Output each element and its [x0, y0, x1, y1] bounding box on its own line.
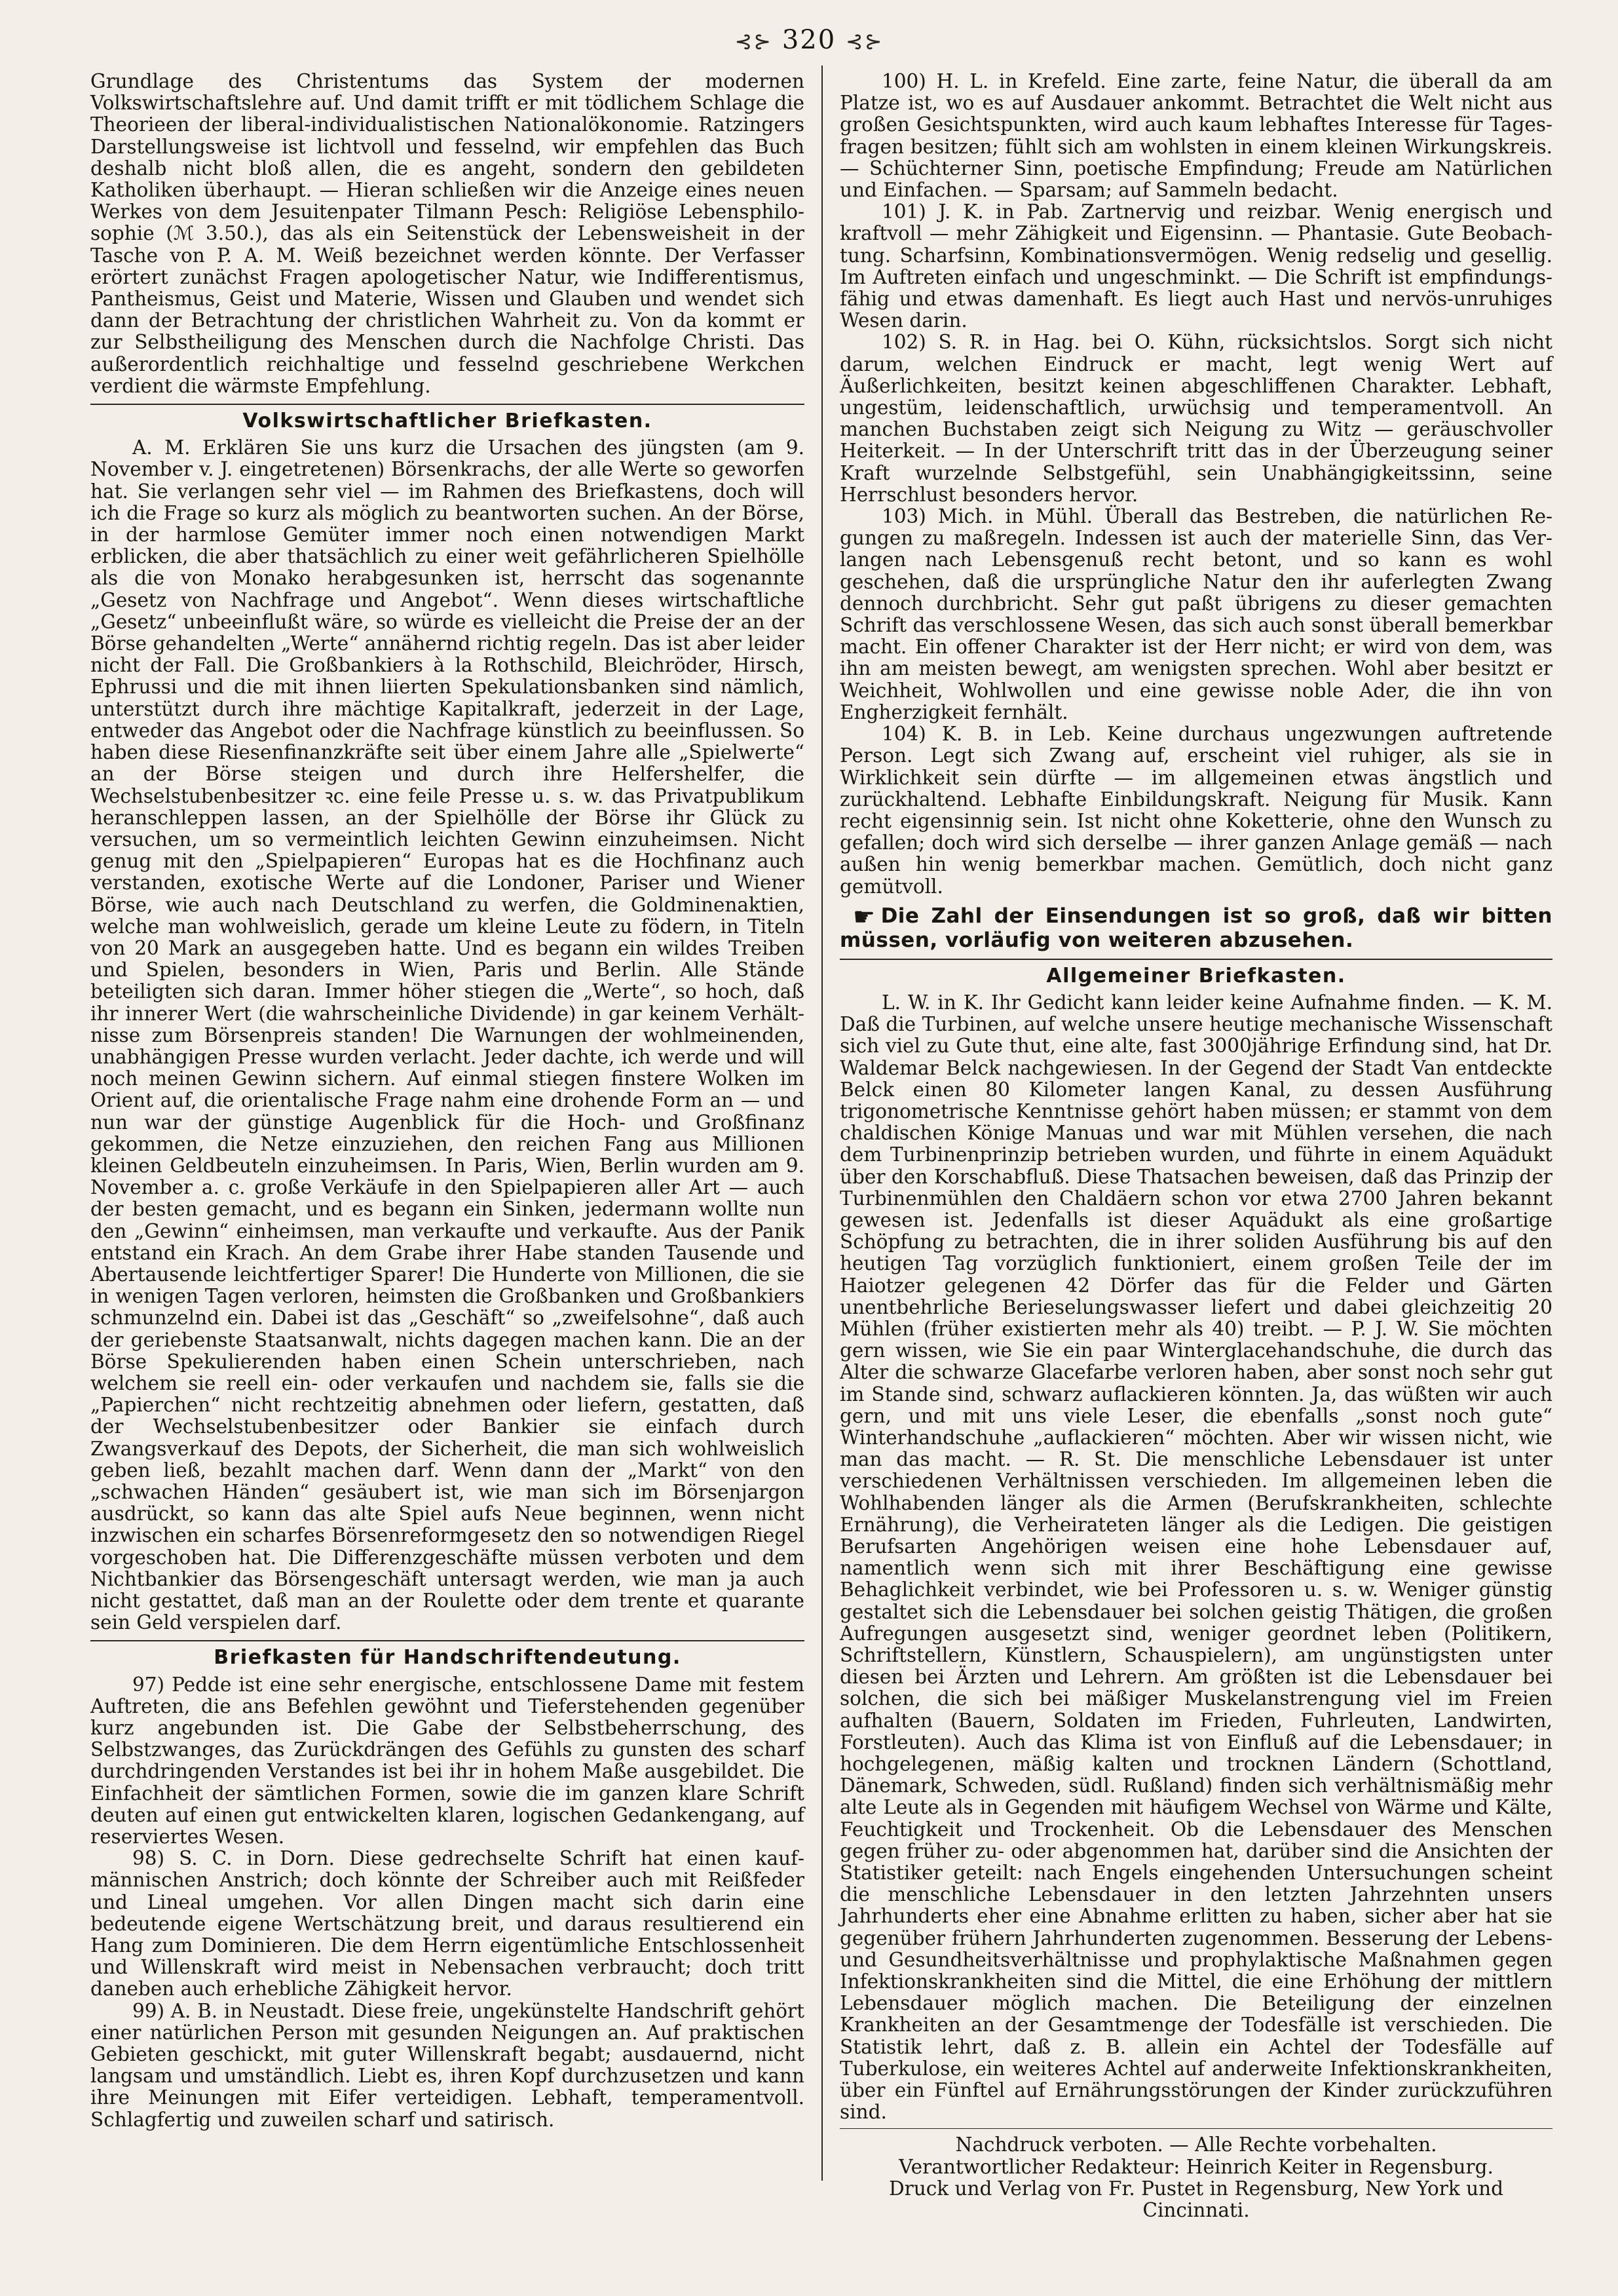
- right-column: [840, 71, 1552, 2221]
- footer-rule: [840, 2128, 1552, 2129]
- handwriting-entry: 102) S. R. in Hag. bei O. Kühn, rücksichtslos. Sorgt sich nicht darum, welchen Eindruck er macht, legt wenig Wert auf Äußerlichkeiten, besitzt keinen abgeschliffenen Charakter. Lebhaft, ungestüm, leidenschaftlich, urwüchsig und temperamentvoll. An manchen Buchstaben zeigt sich Neigung zu Witz — geräuschvoller Heiterkeit. — In der Unterschrift tritt das in der Überzeugung seiner Kraft wurzelnde Selbstgefühl, sein Unabhängigkeitssinn, seine Herrschlust besonders hervor.: [840, 331, 1552, 506]
- section-title-volkswirtschaft: Volkswirtschaftlicher Briefkasten.: [242, 410, 652, 433]
- intro-paragraph: Grundlage des Christentums das System der modernen Volkswirtschaftslehre auf. Und damit trifft er mit tödlichem Schlage die Theorieen der liberal-individualistischen Nationalökonomie. Ratzingers Darstellungsweise ist lichtvoll und fesselnd, wir empfehlen das Buch deshalb nicht bloß allen, die es angeht, sondern den gebildeten Katholiken überhaupt. — Hieran schließen wir die Anzeige eines neuen Werkes von dem Jesuitenpater Tilmann Pesch: Religiöse Lebensphilosophie (ℳ 3.50.), das als ein Seitenstück der Lebensweisheit in der Tasche von P. A. M. Weiß bezeichnet werden könnte. Der Verfasser erörtert zunächst Fragen apologetischer Natur, wie Indifferentismus, Pantheismus, Geist und Materie, Wissen und Glauben und wendet sich dann der Betrachtung der christlichen Wahrheit zu. Von da kommt er zur Selbstheiligung des Menschen durch die Nachfolge Christi. Das außerordentlich reichhaltige und fesselnd geschriebene Werkchen verdient die wärmste Empfehlung.: [90, 70, 804, 397]
- section-body-volkswirtschaft: A. M. Erklären Sie uns kurz die Ursachen des jüngsten (am 9. November v. J. eingetretenen) Börsenkrachs, der alle Werte so geworfen hat. Sie verlangen sehr viel — im Rahmen des Briefkastens, doch will ich die Frage so kurz als möglich zu beantworten suchen. An der Börse, in der harmlose Gemüter immer noch einen notwendigen Markt erblicken, die aber thatsächlich zu einer weit gefährlicheren Spielhölle als die von Monako herabgesunken ist, herrscht das sogenannte „Gesetz von Nachfrage und Angebot“. Wenn dieses wirtschaftliche „Gesetz“ unbeeinflußt wäre, so würde es vielleicht die Preise der an der Börse gehandelten „Werte“ annähernd richtig regeln. Das ist aber leider nicht der Fall. Die Großbankiers à la Rothschild, Bleichröder, Hirsch, Ephrussi und die mit ihnen liierten Spekulationsbanken sind nämlich, unterstützt durch ihre mächtige Kapitalkraft, jederzeit in der Lage, entweder das Angebot oder die Nachfrage künstlich zu beeinflussen. So haben diese Riesenfinanzkräfte seit über einem Jahre alle „Spielwerte“ an der Börse steigen und durch ihre Helfershelfer, die Wechselstubenbesitzer ꝛc. eine feile Presse u. s. w. das Privatpublikum heranschleppen lassen, an der Spielhölle der Börse ihr Glück zu versuchen, um so vermeintlich leichten Gewinn einzuheimsen. Nicht genug mit den „Spielpapieren“ Europas hat es die Hochfinanz auch verstanden, exotische Werte auf die Londoner, Pariser und Wiener Börse, wie auch nach Deutschland zu werfen, die Goldminenaktien, welche man wohlweislich, gerade um kleine Leute zu födern, in Titeln von 20 Mark an ausgegeben hatte. Und es begann ein wildes Treiben und Spielen, besonders in Wien, Paris und Berlin. Alle Stände beteiligten sich daran. Immer höher stiegen die „Werte“, so hoch, daß ihr innerer Wert (die wahrscheinliche Dividende) in gar keinem Verhältnisse zum Börsenpreis standen! Die Warnungen der wohlmeinenden, unabhängigen Presse wurden verlacht. Jeder dachte, ich werde und will noch meinen Gewinn sichern. Auf einmal stiegen finstere Wolken im Orient auf, die orientalische Frage nahm eine drohende Form an — und nun war der günstige Augenblick für die Hoch- und Großfinanz gekommen, die Netze einzuziehen, den reichen Fang aus Millionen kleinen Geldbeuteln einzuheimsen. In Paris, Wien, Berlin wurden am 9. November a. c. große Verkäufe in den Spielpapieren aller Art — auch der besten gemacht, und es begann ein Sinken, jedermann wollte nun den „Gewinn“ einheimsen, man verkaufte und verkaufte. Aus der Panik entstand ein Krach. An dem Grabe ihrer Habe standen Tausende und Abertausende leichtfertiger Sparer! Die Hunderte von Millionen, die sie in wenigen Tagen verloren, heimsten die Großbanken und Großbankiers schmunzelnd ein. Dabei ist das „Geschäft“ so „zweifelsohne“, daß auch der geriebenste Staatsanwalt, nichts dagegen machen kann. Die an der Börse Spekulierenden haben einen Schein unterschrieben, nach welchem sie reell ein- oder verkaufen und nachdem sie, falls sie die „Papierchen“ nicht rechtzeitig abnehmen oder liefern, gestatten, daß der Wechselstubenbesitzer oder Bankier sie einfach durch Zwangsverkauf des Depots, der Sicherheit, die man sich wohlweislich geben ließ, bezahlt machen darf. Wenn dann der „Markt“ von den „schwachen Händen“ gesäubert ist, wie man sich im Börsenjargon ausdrückt, so kann das alte Spiel aufs Neue beginnen, wenn nicht inzwischen ein scharfes Börsenreformgesetz den so notwendigen Riegel vorgeschoben hat. Die Differenzgeschäfte müssen verboten und dem Nichtbankier das Börsengeschäft untersagt werden, wie man ja auch nicht gestattet, daß man an der Roulette oder dem trente et quarante sein Geld verspielen darf.: [90, 436, 804, 1634]
- section-rule: [90, 1640, 804, 1641]
- handwriting-entry: 97) Pedde ist eine sehr energische, entschlossene Dame mit festem Auftreten, die ans Befehlen gewöhnt und Tieferstehenden gegenüber kurz angebunden ist. Die Gabe der Selbstbeherrschung, des Selbstzwanges, das Zurückdrängen des Gefühls zu gunsten des scharf durchdringenden Verstandes ist bei ihr in hohem Maße ausgebildet. Die Einfachheit der sämtlichen Formen, sowie die im ganzen klare Schrift deuten auf einen gut entwickelten klaren, logischen Gedankengang, auf reserviertes Wesen.: [90, 1673, 804, 1848]
- pointing-hand-icon: ☛: [853, 902, 876, 931]
- left-column: [90, 71, 804, 2131]
- handwriting-entry: 101) J. K. in Pab. Zartnervig und reizbar. Wenig energisch und kraftvoll — mehr Zähigkeit und Eigensinn. — Phantasie. Gute Beobachtung. Scharfsinn, Kombinationsvermögen. Wenig redselig und gesellig. Im Auftreten einfach und ungeschminkt. — Die Schrift ist empfindungsfähig und etwas damenhaft. Es liegt auch Hast und nervös-unruhiges Wesen darin.: [840, 201, 1552, 332]
- footer-copyright: Nachdruck verboten. — Alle Rechte vorbehalten.: [955, 2133, 1437, 2156]
- handwriting-entry: 103) Mich. in Mühl. Überall das Bestreben, die natürlichen Regungen zu maßregeln. Indessen ist auch der materielle Sinn, das Verlangen nach Lebensgenuß recht betont, und so kann es wohl geschehen, daß die ursprüngliche Natur den ihr auferlegten Zwang dennoch durchbricht. Sehr gut paßt übrigens zu dieser gemachten Schrift das verschlossene Wesen, das sich auch sonst überall bemerkbar macht. Ein offener Charakter ist der Herr nicht; er wird von dem, was ihn am meisten bewegt, am wenigsten sprechen. Wohl aber besitzt er Weichheit, Wohlwollen und eine gewisse noble Ader, die ihn von Engherzigkeit fernhält.: [840, 505, 1552, 723]
- handwriting-entry: 104) K. B. in Leb. Keine durchaus ungezwungen auftretende Person. Legt sich Zwang auf, erscheint viel ruhiger, als sie in Wirklichkeit sein dürfte — im allgemeinen etwas ängstlich und zurückhaltend. Lebhafte Einbildungskraft. Neigung für Musik. Kann recht eigensinnig sein. Ist nicht ohne Koketterie, ohne den Wunsch zu gefallen; doch wird sich derselbe — ihrer ganzen Anlage gemäß — nach außen hin wenig bemerkbar machen. Gemütlich, doch nicht ganz gemütvoll.: [840, 723, 1552, 898]
- section-title-allgemein: Allgemeiner Briefkasten.: [1046, 964, 1346, 987]
- footer: [840, 2134, 1552, 2221]
- ornament-left-icon: ⊰⊱: [734, 29, 773, 54]
- section-rule: [840, 959, 1552, 960]
- page-number-header: [0, 25, 1618, 55]
- section-body-allgemein: L. W. in K. Ihr Gedicht kann leider keine Aufnahme finden. — K. M. Daß die Turbinen, auf welche unsere heutige mechanische Wissenschaft sich viel zu Gute thut, eine alte, fast 3000jährige Erfindung sind, hat Dr. Waldemar Belck nachgewiesen. In der Gegend der Stadt Van entdeckte Belck einen 80 Kilometer langen Kanal, zu dessen Ausführung trigonometrische Kenntnisse gehört haben müssen; er stammt von dem chaldischen Könige Manuas und war mit Mühlen versehen, die nach dem Turbinenprinzip betrieben wurden, und führte in einem Aquädukt über den Korschabfluß. Diese Thatsachen beweisen, daß das Prinzip der Turbinenmühlen den Chaldäern schon vor etwa 2700 Jahren bekannt gewesen ist. Jedenfalls ist dieser Aquädukt als eine großartige Schöpfung zu betrachten, die in ihrer soliden Ausführung bis auf den heutigen Tag vorzüglich funktioniert, einem großen Teile der im Haiotzer gelegenen 42 Dörfer das für die Felder und Gärten unentbehrliche Berieselungswasser liefert und dabei gleichzeitig 20 Mühlen (früher existierten mehr als 40) treibt. — P. J. W. Sie möchten gern wissen, wie Sie ein paar Winterglacehandschuhe, die durch das Alter die schwarze Glacefarbe verloren haben, aber sonst noch sehr gut im Stande sind, schwarz auflackieren könnten. Ja, das wüßten wir auch gern, und mit uns viele Leser, die ebenfalls „sonst noch gute“ Winterhandschuhe „auflackieren“ möchten. Aber wir wissen nicht, wie man das macht. — R. St. Die menschliche Lebensdauer ist unter verschiedenen Verhältnissen verschieden. Im allgemeinen leben die Wohlhabenden länger als die Armen (Berufskrankheiten, schlechte Ernährung), die Verheirateten länger als die Ledigen. Die geistigen Berufsarten Angehörigen weisen eine hohe Lebensdauer auf, namentlich wenn sich mit ihrer Beschäftigung eine gewisse Behaglichkeit verbindet, wie bei Professoren u. s. w. Weniger günstig gestaltet sich die Lebensdauer bei solchen geistig Thätigen, die großen Aufregungen ausgesetzt sind, weniger geordnet leben (Politikern, Schriftstellern, Künstlern, Schauspielern), am ungünstigsten unter diesen bei Ärzten und Lehrern. Am größten ist die Lebensdauer bei solchen, die sich bei mäßiger Muskelanstrengung viel im Freien aufhalten (Bauern, Soldaten im Frieden, Fuhrleuten, Landwirten, Forstleuten). Auch das Klima ist von Einfluß auf die Lebensdauer; in hochgelegenen, mäßig kalten und trocknen Ländern (Schottland, Dänemark, Schweden, südl. Rußland) finden sich verhältnismäßig mehr alte Leute als in Gegenden mit häufigem Wechsel von Wärme und Kälte, Feuchtigkeit und Trockenheit. Ob die Lebensdauer des Menschen gegen früher zu- oder abgenommen hat, darüber sind die Ansichten der Statistiker geteilt: nach Engels eingehenden Untersuchungen scheint die menschliche Lebensdauer in den letzten Jahrzehnten unsers Jahrhunderts eher eine Abnahme erlitten zu haben, sicher aber hat sie gegenüber frühern Jahrhunderten zugenommen. Besserung der Lebens- und Gesundheitsverhältnisse und prophylaktische Maßnahmen gegen Infektionskrankheiten sind die Mittel, die eine Erhöhung der mittlern Lebensdauer möglich machen. Die Beteiligung der einzelnen Krankheiten an der Gesamtmenge der Todesfälle ist verschieden. Die Statistik lehrt, daß z. B. allein ein Achtel der Todesfälle auf Tuberkulose, ein weiteres Achtel auf anderweite Infektionskrankheiten, über ein Fünftel auf Ernährungsstörungen der Kinder zurückzuführen sind.: [840, 991, 1552, 2124]
- handwriting-entry: 99) A. B. in Neustadt. Diese freie, ungekünstelte Handschrift gehört einer natürlichen Person mit gesunden Neigungen an. Auf praktischen Gebieten geschickt, mit guter Willenskraft begabt; ausdauernd, nicht langsam und umständlich. Liebt es, ihren Kopf durchzusetzen und kann ihre Meinungen mit Eifer verteidigen. Lebhaft, temperamentvoll. Schlagfertig und zuweilen scharf und satirisch.: [90, 1999, 804, 2131]
- notice-box: [840, 904, 1552, 952]
- section-title-handschriften: Briefkasten für Handschriftendeutung.: [214, 1646, 681, 1670]
- footer-publisher: Druck und Verlag von Fr. Pustet in Regensburg, New York und Cincinnati.: [888, 2177, 1504, 2222]
- ornament-right-icon: ⊰⊱: [845, 29, 884, 54]
- handwriting-entry: 98) S. C. in Dorn. Diese gedrechselte Schrift hat einen kaufmännischen Anstrich; doch könnte der Schreiber auch mit Reißfeder und Lineal umgehen. Vor allen Dingen macht sich darin eine bedeutende eigene Wertschätzung breit, und daraus resultierend ein Hang zum Dominieren. Die dem Herrn eigentümliche Entschlossenheit und Willenskraft wird meist in Nebensachen verbraucht; doch tritt daneben auch erhebliche Zähigkeit hervor.: [90, 1847, 804, 2000]
- section-rule: [90, 404, 804, 405]
- notice-text: Die Zahl der Einsendungen ist so groß, daß wir bitten müssen, vorläufig von weiteren abzusehen.: [840, 904, 1552, 952]
- handwriting-entry: 100) H. L. in Krefeld. Eine zarte, feine Natur, die überall da am Platze ist, wo es auf Ausdauer ankommt. Betrachtet die Welt nicht aus großen Gesichtspunkten, wird auch kaum lebhaftes Interesse für Tagesfragen besitzen; fühlt sich am wohlsten in einem kleinen Wirkungskreis. — Schüchterner Sinn, poetische Empfindung; Freude am Natürlichen und Einfachen. — Sparsam; auf Sammeln bedacht.: [840, 70, 1552, 202]
- footer-editor: Verantwortlicher Redakteur: Heinrich Keiter in Regensburg.: [899, 2155, 1494, 2178]
- page-number: 320: [781, 25, 837, 55]
- column-divider: [821, 66, 823, 2181]
